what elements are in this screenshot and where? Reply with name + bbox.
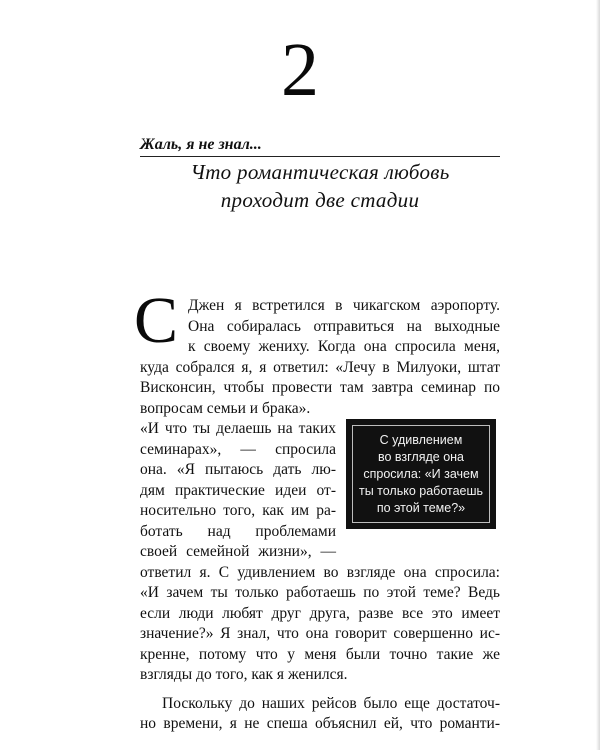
page-edge-shadow <box>596 0 600 750</box>
text-line: кренне, потому что у меня были точно такие же <box>140 645 500 663</box>
pull-quote-line: спросила: «И зачем <box>363 466 479 481</box>
text-line: Висконсин, чтобы провести там завтра семинар по <box>140 379 500 396</box>
text-line: своей семейной жизни», — <box>140 543 336 560</box>
text-line: ответил я. С удивлением во взгляде она спросила: <box>140 563 500 581</box>
text-line: дям практические идеи от- <box>140 481 336 499</box>
subtitle-line: Что романтическая любовь <box>190 160 450 184</box>
text-line: если люди любят друг друга, разве все это имеет <box>140 604 500 622</box>
text-line: взгляды до того, как я женился. <box>140 666 348 683</box>
section-kicker: Жаль, я не знал... <box>140 136 500 157</box>
pull-quote-text <box>359 432 483 517</box>
pull-quote-frame <box>352 425 490 523</box>
text-line: куда собрался я, я ответил: «Лечу в Милуоки, штат <box>140 358 500 376</box>
chapter-number: 2 <box>281 28 319 112</box>
drop-cap: С <box>134 284 179 357</box>
chapter-subtitle <box>140 158 500 214</box>
text-line: к своему жениху. Когда она спросила меня, <box>188 338 500 355</box>
text-line: «И зачем ты только работаешь по этой теме? Ведь <box>140 584 500 601</box>
text-line: Она собиралась отправиться на выходные <box>188 317 500 335</box>
text-line: ботать над проблемами <box>140 522 336 540</box>
pull-quote-line: во взгляде она <box>377 449 465 464</box>
text-line: Поскольку до наших рейсов было еще достаточ- <box>162 694 500 712</box>
pull-quote-line: по этой теме?» <box>376 500 466 515</box>
text-line: носительно того, как им ра- <box>140 502 336 519</box>
pull-quote-box <box>346 419 496 529</box>
text-line: семинарах», — спросила <box>140 440 336 458</box>
text-line: вопросам семьи и брака». <box>140 399 311 417</box>
pull-quote-line: ты только работаешь <box>358 483 484 498</box>
text-line: она. «Я пытаюсь дать лю- <box>140 461 336 478</box>
pull-quote-line: С удивлением <box>379 432 463 447</box>
text-line: но времени, я не спеша объяснил ей, что романти- <box>140 715 500 732</box>
text-line: «И что ты делаешь на таких <box>140 420 336 437</box>
text-line: Джен я встретился в чикагском аэропорту. <box>188 297 500 314</box>
text-line: значение?» Я знал, что она говорит совершенно ис- <box>140 625 500 642</box>
subtitle-line: проходит две стадии <box>220 188 420 212</box>
